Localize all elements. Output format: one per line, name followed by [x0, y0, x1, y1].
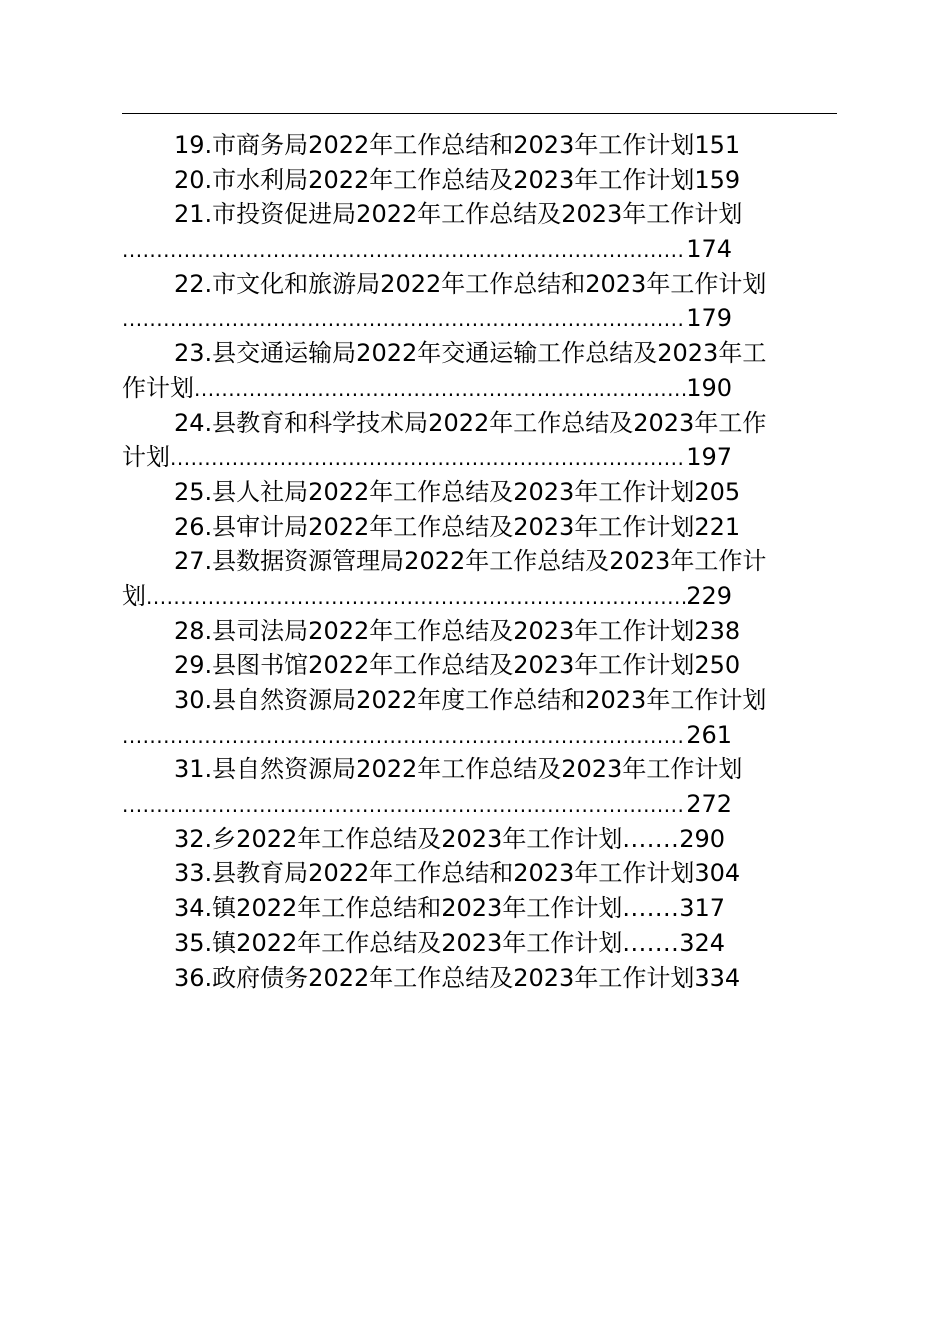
toc-entry-number: 23. [174, 339, 213, 368]
toc-leader-dots [170, 441, 686, 475]
toc-entry-number: 30. [174, 686, 213, 714]
toc-entry-title: 县教育和科学技术局2022年工作总结及2023年工作 [212, 408, 767, 437]
toc-entry-page: 179 [686, 304, 732, 333]
toc-entry-line [122, 926, 837, 961]
toc-entry-title: 县数据资源管理局2022年工作总结及2023年工作计 [212, 547, 767, 576]
toc-entry[interactable] [122, 648, 837, 683]
toc-entry[interactable] [122, 926, 837, 961]
toc-leader-dots [194, 372, 686, 406]
toc-entry[interactable] [122, 683, 837, 752]
header-rule [122, 113, 837, 114]
toc-entry-page: 304 [694, 859, 741, 888]
toc-entry-number: 28. [174, 616, 213, 645]
toc-entry-leader-line [122, 440, 837, 475]
toc-entry-page: 174 [686, 235, 732, 264]
toc-entry-line [122, 822, 837, 857]
toc-entry-page: 272 [686, 790, 732, 819]
toc-leader-dots [122, 302, 686, 336]
toc-entry-page: 205 [694, 477, 741, 506]
toc-entry-line [122, 197, 837, 232]
toc-entry[interactable] [122, 336, 837, 405]
toc-entry[interactable] [122, 544, 837, 613]
toc-entry-title: 镇2022年工作总结和2023年工作计划 [212, 894, 623, 923]
toc-entry-number: 36. [174, 963, 213, 992]
toc-entry-line [122, 163, 837, 198]
toc-entry[interactable] [122, 961, 837, 996]
toc-entry-page: 324 [679, 928, 726, 957]
toc-entry-page: 261 [686, 720, 732, 749]
toc-entry-number: 31. [174, 755, 213, 784]
toc-entry-page: 334 [694, 963, 741, 992]
toc-entry-page: 151 [694, 131, 741, 159]
toc-entry[interactable] [122, 128, 837, 163]
toc-entry-line [122, 544, 837, 579]
toc-entry-line [122, 267, 837, 302]
toc-leader-dots: ....... [622, 894, 680, 923]
toc-entry[interactable] [122, 510, 837, 545]
toc-entry-page: 221 [694, 512, 741, 541]
toc-entry-leader-line [122, 718, 837, 753]
toc-entry-leader-line [122, 301, 837, 336]
toc-entry-page: 197 [686, 443, 732, 472]
toc-entry-line [122, 891, 837, 926]
toc-entry-title: 市商务局2022年工作总结和2023年工作计划 [212, 131, 695, 159]
toc-entry-page: 238 [694, 616, 741, 645]
toc-entry[interactable] [122, 822, 837, 857]
toc-entry-leader-line [122, 579, 837, 614]
toc-leader-dots [122, 788, 686, 822]
toc-entry-number: 29. [174, 651, 213, 680]
toc-entry-number: 25. [174, 477, 213, 506]
toc-entry-number: 24. [174, 408, 213, 437]
toc-entry[interactable] [122, 475, 837, 510]
toc-entry[interactable] [122, 856, 837, 891]
toc-entry-number: 34. [174, 894, 213, 923]
toc-entry-title: 市文化和旅游局2022年工作总结和2023年工作计划 [212, 269, 767, 298]
table-of-contents [122, 128, 837, 995]
toc-leader-dots [146, 580, 686, 614]
toc-entry-line [122, 856, 837, 891]
toc-entry-line [122, 683, 837, 718]
toc-entry-title: 乡2022年工作总结及2023年工作计划 [212, 824, 623, 853]
toc-entry-line [122, 128, 837, 163]
toc-entry[interactable] [122, 752, 837, 821]
toc-entry-page: 250 [694, 651, 741, 680]
toc-entry-title: 县司法局2022年工作总结及2023年工作计划 [212, 616, 695, 645]
toc-entry-leader-line [122, 371, 837, 406]
toc-entry-number: 27. [174, 547, 213, 576]
toc-leader-dots [122, 233, 686, 267]
toc-entry[interactable] [122, 267, 837, 336]
toc-entry-page: 190 [686, 373, 732, 402]
toc-entry-page: 290 [679, 824, 726, 853]
toc-leader-dots: ....... [622, 824, 680, 853]
toc-entry-title: 政府债务2022年工作总结及2023年工作计划 [212, 963, 695, 992]
toc-entry-number: 32. [174, 824, 213, 853]
toc-entry-leader-line [122, 232, 837, 267]
toc-entry-number: 33. [174, 859, 213, 888]
toc-leader-dots: ....... [622, 928, 680, 957]
toc-entry-title-continued: 作计划 [122, 373, 194, 402]
toc-entry[interactable] [122, 197, 837, 266]
toc-entry-number: 35. [174, 928, 213, 957]
toc-entry-title: 县图书馆2022年工作总结及2023年工作计划 [212, 651, 695, 680]
toc-entry-number: 20. [174, 165, 213, 194]
toc-entry[interactable] [122, 891, 837, 926]
toc-entry-title: 县自然资源局2022年度工作总结和2023年工作计划 [212, 686, 767, 714]
toc-entry-number: 19. [174, 131, 213, 159]
toc-entry-page: 159 [694, 165, 741, 194]
toc-entry-title: 市水利局2022年工作总结及2023年工作计划 [212, 165, 695, 194]
toc-entry-number: 22. [174, 269, 213, 298]
toc-entry-title: 县交通运输局2022年交通运输工作总结及2023年工 [212, 339, 767, 368]
toc-entry-line [122, 475, 837, 510]
toc-entry-line [122, 752, 837, 787]
toc-entry-title: 镇2022年工作总结及2023年工作计划 [212, 928, 623, 957]
toc-entry-page: 317 [679, 894, 726, 923]
toc-entry[interactable] [122, 163, 837, 198]
toc-entry-line [122, 336, 837, 371]
toc-entry-title: 县教育局2022年工作总结和2023年工作计划 [212, 859, 695, 888]
toc-entry-page: 229 [686, 581, 732, 610]
toc-entry-line [122, 648, 837, 683]
toc-entry-title: 县自然资源局2022年工作总结及2023年工作计划 [212, 755, 743, 784]
toc-entry-number: 26. [174, 512, 213, 541]
toc-entry-line [122, 510, 837, 545]
toc-entry-title: 县审计局2022年工作总结及2023年工作计划 [212, 512, 695, 541]
toc-entry[interactable] [122, 614, 837, 649]
toc-entry-title: 市投资促进局2022年工作总结及2023年工作计划 [212, 200, 743, 229]
toc-entry-line [122, 961, 837, 996]
toc-entry-title-continued: 划 [122, 581, 146, 610]
toc-entry[interactable] [122, 406, 837, 475]
toc-entry-line [122, 614, 837, 649]
toc-entry-number: 21. [174, 200, 213, 229]
toc-entry-line [122, 406, 837, 441]
toc-entry-title: 县人社局2022年工作总结及2023年工作计划 [212, 477, 695, 506]
toc-entry-title-continued: 计划 [122, 443, 170, 472]
toc-entry-leader-line [122, 787, 837, 822]
toc-leader-dots [122, 719, 686, 753]
